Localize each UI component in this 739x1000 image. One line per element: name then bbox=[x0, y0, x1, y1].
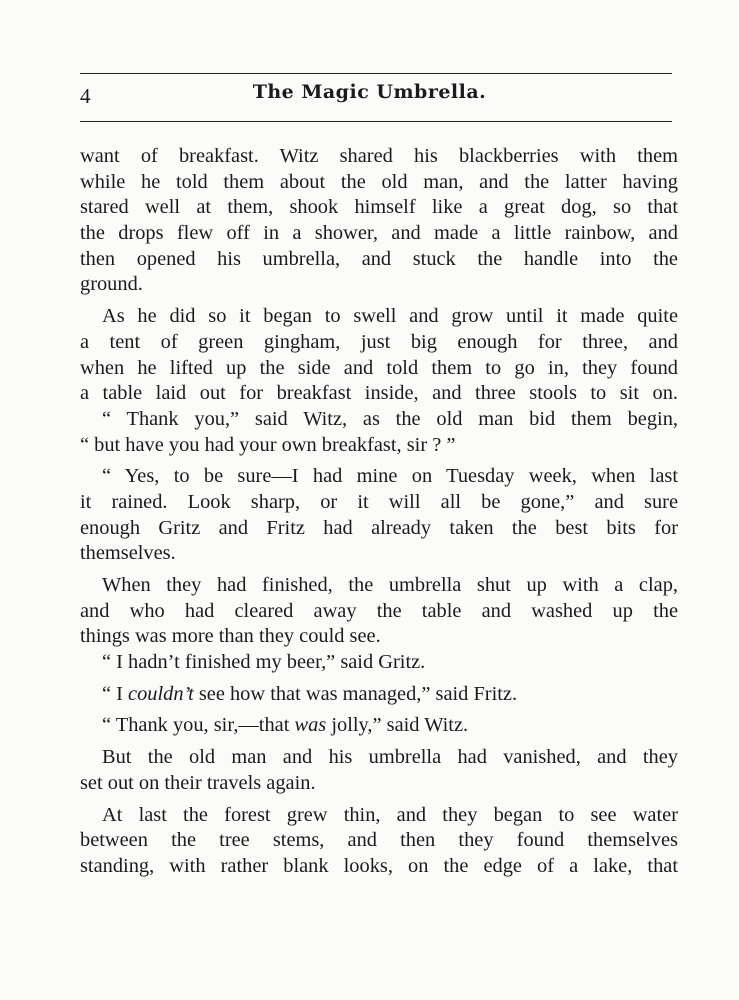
text-line: At last the forest grew thin, and they began to see water bbox=[102, 803, 678, 826]
running-title: The Magic Umbrella. bbox=[252, 81, 487, 103]
text-line: “ Yes, to be sure—I had mine on Tuesday week, when last bbox=[102, 465, 678, 488]
text-line bbox=[80, 713, 678, 739]
text-run: “ I bbox=[102, 682, 129, 705]
text-line: themselves. bbox=[80, 542, 176, 565]
page-number: 4 bbox=[80, 84, 91, 108]
text-line: the drops flew off in a shower, and made a little rainbow, and bbox=[80, 222, 678, 245]
text-line: enough Gritz and Fritz had already taken the best bits for bbox=[80, 516, 678, 539]
text-line: “ but have you had your own breakfast, sir ? ” bbox=[80, 433, 456, 456]
text-line: When they had finished, the umbrella shut up with a clap, bbox=[102, 574, 678, 596]
text-line: standing, with rather blank looks, on the edge of a lake, that bbox=[80, 854, 678, 877]
text-line: “ Thank you,” said Witz, as the old man bid them begin, bbox=[102, 407, 678, 430]
text-line: set out on their travels again. bbox=[80, 771, 316, 794]
text-line: ground. bbox=[80, 273, 143, 296]
text-line: and who had cleared away the table and washed up the bbox=[80, 599, 678, 622]
italic-text-run: was bbox=[294, 714, 327, 737]
text-line: when he lifted up the side and told them to go in, they found bbox=[80, 356, 678, 379]
text-line: then opened his umbrella, and stuck the handle into the bbox=[80, 247, 678, 270]
text-line bbox=[80, 682, 678, 708]
text-run: see how that was managed,” said Fritz. bbox=[193, 682, 518, 705]
text-line: a tent of green gingham, just big enough for three, and bbox=[80, 330, 678, 353]
text-line: stared well at them, shook himself like a great dog, so that bbox=[80, 196, 678, 219]
header-rule-top bbox=[80, 73, 672, 74]
text-line: while he told them about the old man, and the latter having bbox=[80, 170, 678, 193]
text-line: want of breakfast. Witz shared his blackberries with them bbox=[80, 145, 678, 167]
text-run: “ Thank you, sir,—that bbox=[102, 714, 295, 737]
header-rule-bottom bbox=[80, 121, 672, 122]
body-text bbox=[80, 144, 678, 880]
text-line: “ I hadn’t finished my beer,” said Gritz. bbox=[102, 651, 426, 674]
text-line: it rained. Look sharp, or it will all be gone,” and sure bbox=[80, 490, 678, 513]
text-run: jolly,” said Witz. bbox=[326, 714, 469, 737]
italic-text-run: couldn’t bbox=[128, 682, 194, 705]
text-line: But the old man and his umbrella had vanished, and they bbox=[102, 746, 678, 769]
text-line: As he did so it began to swell and grow until it made quite bbox=[102, 305, 678, 328]
text-line: things was more than they could see. bbox=[80, 625, 381, 648]
text-line: a table laid out for breakfast inside, and three stools to sit on. bbox=[80, 382, 678, 405]
text-line: between the tree stems, and then they found themselves bbox=[80, 829, 678, 852]
